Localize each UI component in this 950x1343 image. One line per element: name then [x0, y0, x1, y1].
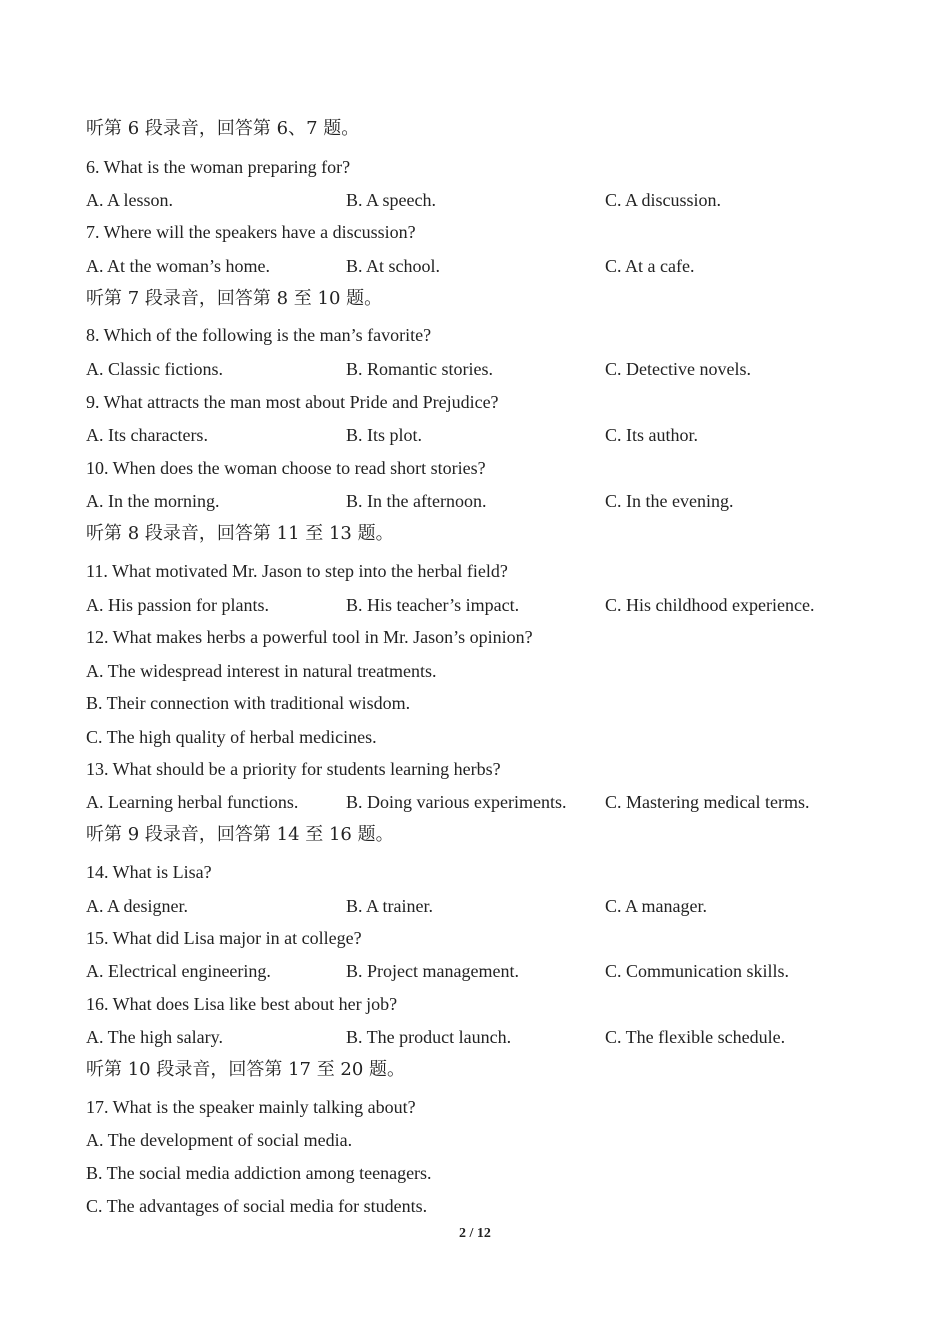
option-a: A. A designer. — [86, 896, 188, 916]
option-b: B. Romantic stories. — [346, 359, 493, 379]
option-b: B. Their connection with traditional wisdom. — [86, 693, 411, 713]
option-c: C. The advantages of social media for students. — [86, 1196, 428, 1216]
question-12: 12. What makes herbs a powerful tool in Mr. Jason’s opinion? — [86, 627, 533, 647]
question-6: 6. What is the woman preparing for? — [86, 157, 351, 177]
option-c: C. Mastering medical terms. — [605, 792, 810, 812]
option-a: A. The high salary. — [86, 1027, 223, 1047]
question-14: 14. What is Lisa? — [86, 862, 212, 882]
section-header: 听第 8 段录音，回答第 11 至 13 题。 — [86, 523, 394, 544]
question-13: 13. What should be a priority for students learning herbs? — [86, 759, 501, 779]
option-c: C. The high quality of herbal medicines. — [86, 727, 377, 747]
section-header: 听第 6 段录音，回答第 6、7 题。 — [86, 118, 360, 139]
option-c: C. A manager. — [605, 896, 707, 916]
option-b: B. His teacher’s impact. — [346, 595, 520, 615]
option-b: B. In the afternoon. — [346, 491, 487, 511]
option-b: B. A speech. — [346, 190, 436, 210]
option-b: B. The product launch. — [346, 1027, 512, 1047]
option-c: C. His childhood experience. — [605, 595, 815, 615]
question-8: 8. Which of the following is the man’s favorite? — [86, 325, 432, 345]
option-c: C. In the evening. — [605, 491, 734, 511]
option-b: B. A trainer. — [346, 896, 433, 916]
page-number: 2 / 12 — [459, 1226, 491, 1241]
option-a: A. At the woman’s home. — [86, 256, 270, 276]
option-c: C. Its author. — [605, 425, 698, 445]
option-a: A. Electrical engineering. — [86, 961, 271, 981]
option-c: C. Communication skills. — [605, 961, 790, 981]
option-c: C. Detective novels. — [605, 359, 751, 379]
option-b: B. Project management. — [346, 961, 519, 981]
option-b: B. The social media addiction among teenagers. — [86, 1163, 432, 1183]
option-a: A. The widespread interest in natural treatments. — [86, 661, 437, 681]
option-a: A. In the morning. — [86, 491, 220, 511]
question-10: 10. When does the woman choose to read short stories? — [86, 458, 486, 478]
option-c: C. At a cafe. — [605, 256, 695, 276]
option-b: B. At school. — [346, 256, 441, 276]
option-a: A. Learning herbal functions. — [86, 792, 299, 812]
question-17: 17. What is the speaker mainly talking about? — [86, 1097, 416, 1117]
option-a: A. Its characters. — [86, 425, 208, 445]
option-c: C. A discussion. — [605, 190, 722, 210]
option-a: A. A lesson. — [86, 190, 174, 210]
option-b: B. Its plot. — [346, 425, 423, 445]
option-a: A. His passion for plants. — [86, 595, 269, 615]
question-11: 11. What motivated Mr. Jason to step into the herbal field? — [86, 561, 508, 581]
question-15: 15. What did Lisa major in at college? — [86, 928, 362, 948]
option-a: A. Classic fictions. — [86, 359, 223, 379]
option-c: C. The flexible schedule. — [605, 1027, 786, 1047]
section-header: 听第 9 段录音，回答第 14 至 16 题。 — [86, 824, 394, 845]
question-7: 7. Where will the speakers have a discussion? — [86, 222, 416, 242]
question-9: 9. What attracts the man most about Pride and Prejudice? — [86, 392, 499, 412]
question-16: 16. What does Lisa like best about her job? — [86, 994, 398, 1014]
option-a: A. The development of social media. — [86, 1130, 353, 1150]
option-b: B. Doing various experiments. — [346, 792, 567, 812]
section-header: 听第 7 段录音，回答第 8 至 10 题。 — [86, 288, 383, 309]
section-header: 听第 10 段录音，回答第 17 至 20 题。 — [86, 1059, 406, 1080]
